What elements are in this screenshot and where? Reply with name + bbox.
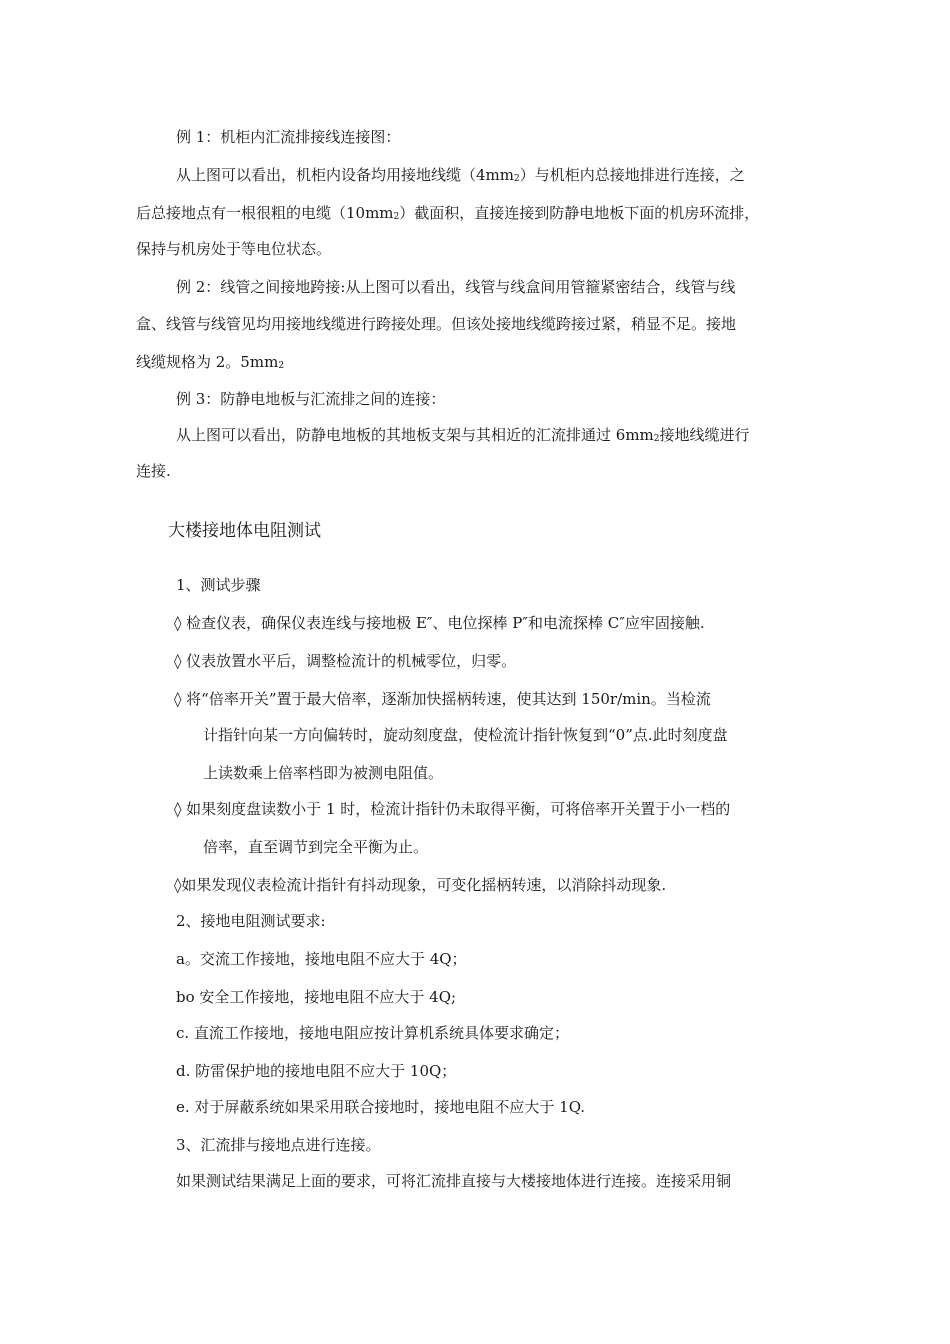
requirement-a: a。交流工作接地，接地电阻不应大于 4Q； [176,950,467,968]
bullet-item-4-line-2: 倍率，直至调节到完全平衡为止。 [203,838,429,856]
bullet-item-3-line-2: 计指针向某一方向偏转时，旋动刻度盘，使检流计指针恢复到“0”点.此时刻度盘 [203,726,728,744]
requirement-b: bo 安全工作接地，接地电阻不应大于 4Q; [176,988,457,1006]
step-3-title: 3、汇流排与接地点进行连接。 [176,1136,381,1154]
section-title: 大楼接地体电阻测试 [168,521,321,541]
bullet-item-2: ◊ 仪表放置水平后，调整检流计的机械零位，归零。 [174,652,517,670]
example-3-paragraph-line-2: 连接. [136,462,171,480]
example-1-paragraph-line-3: 保持与机房处于等电位状态。 [136,240,332,258]
bullet-item-1: ◊ 检查仪表，确保仪表连线与接地极 E″、电位探棒 P″和电流探棒 C″应牢固接触. [174,614,705,632]
step-2-title: 2、接地电阻测试要求: [176,912,326,930]
bullet-item-3-line-3: 上读数乘上倍率档即为被测电阻值。 [203,764,444,782]
example-1-paragraph-line-2: 后总接地点有一根很粗的电缆$(10mm_2)$截面积，直接连接到防静电地板下面的机房环流排， [136,204,760,222]
requirement-e: e. 对于屏蔽系统如果采用联合接地时，接地电阻不应大于 1Q. [176,1098,586,1116]
bullet-item-3-line-1: ◊ 将“倍率开关”置于最大倍率，逐渐加快摇柄转速，使其达到 150r/min。当检流 [174,690,711,708]
bullet-item-4-line-1: ◊ 如果刻度盘读数小于 1 时，检流计指针仍未取得平衡，可将倍率开关置于小一档的 [174,800,731,818]
example-3-title: 例 3：防静电地板与汇流排之间的连接： [176,390,446,408]
example-1-paragraph-line-1: 从上图可以看出，机柜内设备均用接地线缆$(4mm_2)$与机柜内总接地排进行连接，之 [176,166,745,184]
example-2-line-3: 线缆规格为 2。$5mm_2$ [136,353,285,371]
step-3-paragraph-line-1: 如果测试结果满足上面的要求，可将汇流排直接与大楼接地体进行连接。连接采用铜 [176,1172,732,1190]
bullet-item-5: ◊如果发现仪表检流计指针有抖动现象，可变化摇柄转速，以消除抖动现象. [174,876,667,894]
step-1-title: 1、测试步骤 [176,576,261,594]
example-3-paragraph-line-1: 从上图可以看出，防静电地板的其地板支架与其相近的汇流排通过 $6mm_2$接地线缆进行 [176,426,750,444]
example-2-line-1: 例 2：线管之间接地跨接:从上图可以看出，线管与线盒间用管箍紧密结合，线管与线 [176,278,736,296]
example-2-line-2: 盒、线管与线管见均用接地线缆进行跨接处理。但该处接地线缆跨接过紧，稍显不足。接地 [136,315,737,333]
requirement-d: d. 防雷保护地的接地电阻不应大于 10Q； [176,1062,457,1080]
requirement-c: c. 直流工作接地，接地电阻应按计算机系统具体要求确定； [176,1024,569,1042]
example-1-title: 例 1：机柜内汇流排接线连接图： [176,128,401,146]
